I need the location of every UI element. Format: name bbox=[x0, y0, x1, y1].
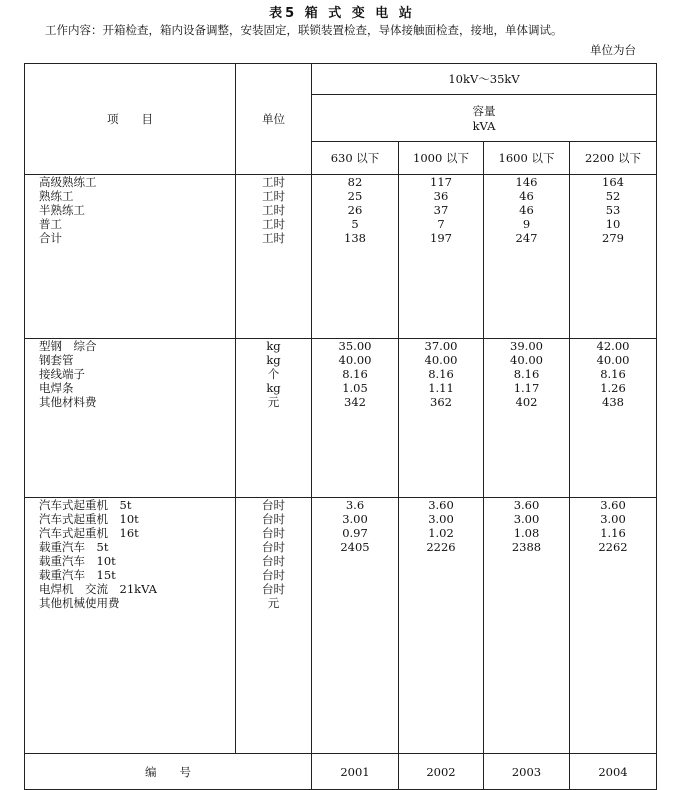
row-value: 3.60 bbox=[428, 498, 454, 512]
row-item-name: 钢套管 bbox=[39, 353, 74, 367]
row-item-name: 型钢 综合 bbox=[39, 339, 97, 353]
row-value: 0.97 bbox=[342, 526, 368, 540]
row-unit: kg bbox=[266, 381, 281, 395]
row-unit: 个 bbox=[267, 367, 280, 381]
row-unit: 台时 bbox=[262, 498, 285, 512]
row-value: 9 bbox=[522, 217, 531, 231]
row-value: 8.16 bbox=[513, 367, 540, 381]
row-item-name: 接线端子 bbox=[39, 367, 85, 381]
capacity-column-1: 630 以下 bbox=[312, 142, 399, 175]
row-value: 138 bbox=[344, 231, 366, 245]
row-value: 52 bbox=[605, 189, 621, 203]
row-unit: 台时 bbox=[262, 512, 285, 526]
row-unit: 台时 bbox=[262, 582, 285, 596]
row-item-name: 合计 bbox=[39, 231, 62, 245]
work-content-description: 工作内容：开箱检查，箱内设备调整，安装固定，联锁装置检查，导体接触面检查，接地，单体调试。 bbox=[45, 23, 563, 37]
row-value: 26 bbox=[347, 203, 363, 217]
footer-code-1: 2001 bbox=[312, 754, 399, 790]
row-value: 7 bbox=[437, 217, 445, 231]
unit-note: 单位为台 bbox=[590, 43, 636, 57]
row-item-name: 电焊机 交流 21kVA bbox=[39, 582, 157, 596]
table-title: 表5 箱 式 变 电 站 bbox=[269, 6, 415, 21]
row-value: 40.00 bbox=[338, 353, 372, 367]
row-value: 117 bbox=[430, 175, 452, 189]
row-unit: 台时 bbox=[262, 568, 285, 582]
row-value: 1.11 bbox=[428, 381, 454, 395]
quota-table bbox=[24, 63, 657, 790]
row-unit: 台时 bbox=[262, 554, 285, 568]
row-value: 2262 bbox=[598, 540, 628, 554]
row-value: 82 bbox=[347, 175, 363, 189]
row-value: 279 bbox=[602, 231, 624, 245]
material-group bbox=[25, 339, 657, 498]
row-item-name: 载重汽车 5t bbox=[39, 540, 109, 554]
row-value: 2405 bbox=[340, 540, 370, 554]
row-value: 3.00 bbox=[513, 512, 540, 526]
row-value: 37 bbox=[433, 203, 449, 217]
row-value: 3.00 bbox=[342, 512, 368, 526]
row-unit: kg bbox=[266, 353, 281, 367]
row-value: 247 bbox=[515, 231, 538, 245]
row-value: 36 bbox=[433, 189, 449, 203]
footer-code-4: 2004 bbox=[570, 754, 657, 790]
row-item-name: 高级熟练工 bbox=[39, 175, 97, 189]
row-value: 438 bbox=[602, 395, 624, 409]
row-value: 37.00 bbox=[424, 339, 458, 353]
row-value: 46 bbox=[519, 203, 534, 217]
row-value: 8.16 bbox=[428, 367, 454, 381]
row-value: 1.05 bbox=[342, 381, 368, 395]
header-voltage: 10kV～35kV bbox=[312, 64, 657, 95]
capacity-unit: kVA bbox=[472, 119, 496, 133]
row-item-name: 其他机械使用费 bbox=[39, 596, 120, 610]
labor-group bbox=[25, 175, 657, 339]
row-value: 2226 bbox=[426, 540, 456, 554]
capacity-column-3: 1600 以下 bbox=[484, 142, 570, 175]
row-value: 146 bbox=[515, 175, 538, 189]
capacity-label: 容量 bbox=[472, 104, 496, 118]
row-value: 1.02 bbox=[428, 526, 454, 540]
machinery-group bbox=[25, 498, 657, 754]
row-value: 40.00 bbox=[510, 353, 543, 367]
row-value: 8.16 bbox=[600, 367, 626, 381]
row-value: 25 bbox=[347, 189, 363, 203]
capacity-column-4: 2200 以下 bbox=[570, 142, 657, 175]
row-value: 35.00 bbox=[338, 339, 372, 353]
capacity-column-2: 1000 以下 bbox=[399, 142, 484, 175]
row-value: 46 bbox=[519, 189, 534, 203]
row-value: 40.00 bbox=[424, 353, 458, 367]
row-value: 342 bbox=[344, 395, 366, 409]
row-value: 10 bbox=[605, 217, 621, 231]
header-unit: 单位 bbox=[236, 64, 312, 175]
footer-code-2: 2002 bbox=[399, 754, 484, 790]
row-item-name: 电焊条 bbox=[39, 381, 74, 395]
row-item-name: 汽车式起重机 10t bbox=[39, 512, 139, 526]
row-unit: kg bbox=[266, 339, 281, 353]
row-item-name: 熟练工 bbox=[39, 189, 74, 203]
row-value: 1.16 bbox=[600, 526, 626, 540]
row-value: 1.08 bbox=[513, 526, 540, 540]
row-item-name: 半熟练工 bbox=[39, 203, 85, 217]
row-item-name: 汽车式起重机 5t bbox=[39, 498, 132, 512]
row-value: 197 bbox=[430, 231, 452, 245]
row-value: 3.00 bbox=[600, 512, 626, 526]
row-unit: 工时 bbox=[262, 175, 285, 189]
row-value: 40.00 bbox=[596, 353, 630, 367]
row-item-name: 汽车式起重机 16t bbox=[39, 526, 139, 540]
row-unit: 元 bbox=[267, 395, 280, 409]
row-unit: 工时 bbox=[262, 217, 285, 231]
row-value: 3.6 bbox=[345, 498, 365, 512]
row-unit: 台时 bbox=[262, 540, 285, 554]
row-item-name: 载重汽车 10t bbox=[39, 554, 116, 568]
footer-code-3: 2003 bbox=[484, 754, 570, 790]
row-unit: 元 bbox=[267, 596, 280, 610]
row-value: 362 bbox=[430, 395, 452, 409]
row-value: 3.60 bbox=[600, 498, 626, 512]
row-value: 39.00 bbox=[510, 339, 543, 353]
row-unit: 工时 bbox=[262, 189, 285, 203]
row-item-name: 普工 bbox=[39, 217, 62, 231]
row-value: 42.00 bbox=[596, 339, 630, 353]
footer-code-label: 编 号 bbox=[25, 754, 312, 790]
row-item-name: 载重汽车 15t bbox=[39, 568, 116, 582]
row-value: 2388 bbox=[511, 540, 542, 554]
header-item: 项 目 bbox=[25, 64, 236, 175]
row-value: 5 bbox=[351, 217, 359, 231]
header-capacity bbox=[312, 95, 657, 142]
row-value: 3.60 bbox=[513, 498, 540, 512]
row-unit: 工时 bbox=[262, 231, 285, 245]
row-unit: 工时 bbox=[262, 203, 285, 217]
row-value: 402 bbox=[515, 395, 538, 409]
row-value: 53 bbox=[605, 203, 621, 217]
row-value: 1.26 bbox=[600, 381, 626, 395]
row-value: 8.16 bbox=[342, 367, 368, 381]
row-value: 164 bbox=[602, 175, 624, 189]
row-unit: 台时 bbox=[262, 526, 285, 540]
row-value: 1.17 bbox=[513, 381, 540, 395]
row-item-name: 其他材料费 bbox=[39, 395, 97, 409]
row-value: 3.00 bbox=[428, 512, 454, 526]
